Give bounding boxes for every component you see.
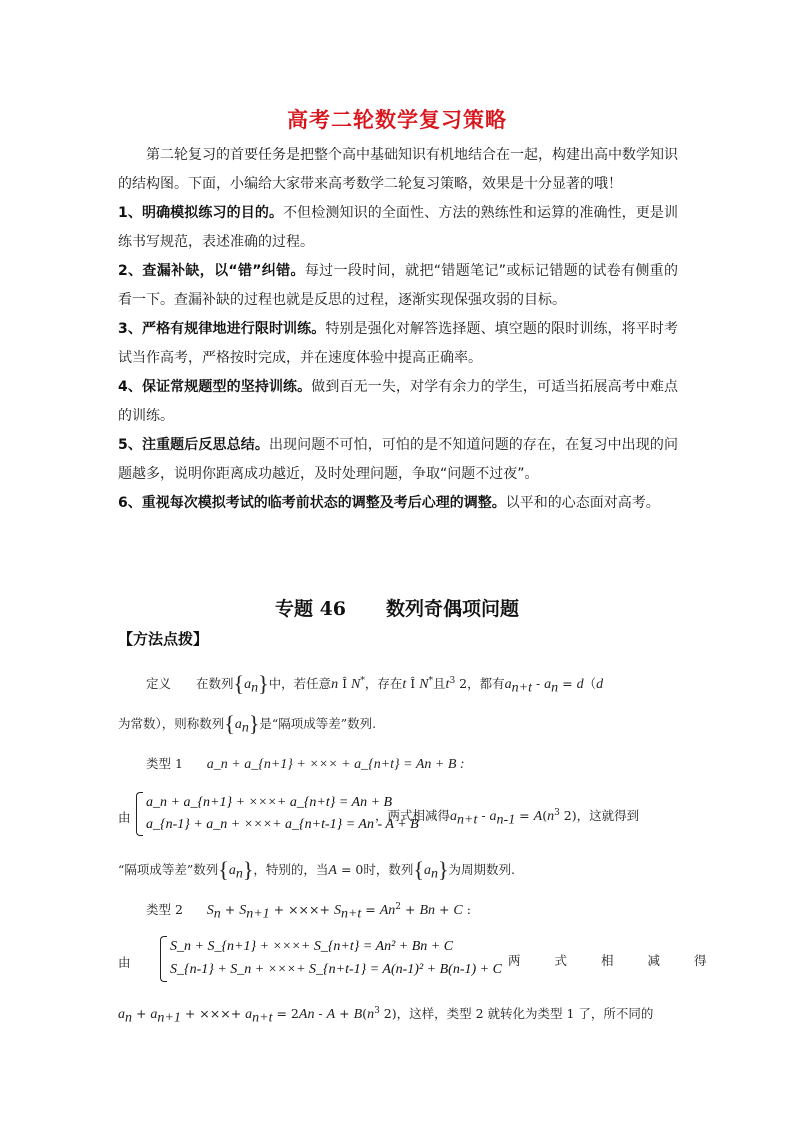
special-case-c: 时，数列 [363, 862, 414, 877]
type1-label: 类型 1 [146, 756, 183, 771]
type1-line [146, 754, 706, 773]
strategy-item-4 [118, 373, 678, 431]
topic-title [0, 594, 794, 621]
system2-line-1: S_n + S_{n+1} + ×××+ S_{n+t} = An² + Bn + C [170, 939, 454, 954]
system2-brace [160, 936, 167, 982]
system1-after-b: ，这就得到 [576, 808, 640, 823]
system2-you: 由 [118, 955, 131, 970]
topic-name: 数列奇偶项问题 [386, 598, 520, 620]
strategy-item-5-head: 5、注重题后反思总结。 [118, 437, 269, 453]
strategy-item-3-head: 3、严格有规律地进行限时训练。 [118, 321, 326, 337]
strategy-item-2-head: 2、查漏补缺，以“错”纠错。 [118, 263, 305, 279]
special-case-d: 为周期数列. [448, 862, 515, 877]
definition-text-b: 中，若任意 [268, 676, 332, 691]
type2-label: 类型 2 [146, 902, 183, 917]
topic-number: 专题 46 [274, 598, 347, 620]
system2-line-2: S_{n-1} + S_n + ×××+ S_{n+t-1} = A(n-1)² + B(n-1) + C [170, 962, 502, 977]
strategy-item-6 [118, 489, 678, 518]
strategy-item-6-text: 以平和的心态面对高考。 [505, 495, 660, 511]
definition-text-g: 为常数），则称数列 [118, 716, 225, 731]
strategy-item-2-text: 每过一段时间，就把“错题笔记”或标记错题的试卷有侧重的看一下。查漏补缺的过程也就是反思的过程，逐渐实现保强攻弱的目标。 [118, 263, 678, 308]
strategy-item-1-text: 不但检测知识的全面性、方法的熟练性和运算的准确性，更是训练书写规范，表述准确的过程。 [118, 205, 679, 250]
strategy-item-3 [118, 315, 678, 373]
definition-text-d: 且 [433, 676, 446, 691]
special-case-b: ，特别的，当 [253, 862, 329, 877]
type2-line: 类型 2 $S_n + S_{n+1}$ + ×××+ $S_{n+t} = An^2 + Bn + C$ : [146, 901, 471, 922]
special-case-a: “隔项成等差”数列 [118, 862, 219, 877]
definition-text-e: ，都有 [467, 676, 505, 691]
conclusion-line: $a_n + a_{n+1}$ + ×××+ $a_{n+t} = 2An - A + B(n^3$ 2)，这样，类型 2 就转化为类型 1 了，所不同的 [118, 1005, 654, 1026]
system1-line-1: a_n + a_{n+1} + ×××+ a_{n+t} = An + B [146, 795, 393, 810]
strategy-item-5 [118, 431, 678, 489]
definition-text-a: 定义 在数列 [146, 676, 234, 691]
method-heading: 【方法点拨】 [118, 630, 209, 648]
strategy-item-1-head: 1、明确模拟练习的目的。 [118, 205, 284, 221]
definition-line-2: 为常数），则称数列$\{a_n\}$是“隔项成等差”数列. [118, 711, 377, 736]
system1-after: ，两式相减得$a_{n+t} - a_{n-1} = A(n^3$ 2)，这就得到 [375, 807, 640, 828]
page-title: 高考二轮数学复习策略 [287, 108, 507, 132]
system1-line-2: a_{n-1} + a_n + ×××+ a_{n+t-1} = An - A + B [146, 817, 419, 832]
strategy-item-2 [118, 257, 678, 315]
intro-paragraph: 第二轮复习的首要任务是把整个高中基础知识有机地结合在一起，构建出高中数学知识的结构图。下面，小编给大家带来高考数学二轮复习策略，效果是十分显著的哦！ [118, 147, 678, 192]
system1-after-a: ，两式相减得 [375, 808, 451, 823]
definition-text-h: 是“隔项成等差”数列. [259, 716, 377, 731]
conclusion-text: ，这样，类型 2 就转化为类型 1 了，所不同的 [396, 1006, 654, 1021]
strategy-item-5-text: 出现问题不可怕，可怕的是不知道问题的存在，在复习中出现的问题越多，说明你距离成功越近，及时处理问题，争取“问题不过夜”。 [118, 437, 679, 482]
special-case-line: “隔项成等差”数列$\{a_n\}$，特别的，当A = 0时，数列$\{a_n\}$为周期数列. [118, 857, 515, 882]
definition-text-c: ，存在 [364, 676, 403, 691]
system1-brace [136, 792, 143, 836]
strategy-item-1 [118, 199, 678, 257]
system2-after: 两式相减得 [508, 953, 741, 968]
strategy-item-3-text: 特别是强化对解答选择题、填空题的限时训练，将平时考试当作高考，严格按时完成，并在速度体验中提高正确率。 [118, 321, 678, 366]
definition-text-f: （ [583, 676, 597, 691]
type1-expression: a_n + a_{n+1} + ××× + a_{n+t} = An + B : [206, 757, 465, 772]
strategy-item-6-head: 6、重视每次模拟考试的临考前状态的调整及考后心理的调整。 [118, 495, 506, 511]
definition-line-1: 定义 在数列$\{a_n\}$中，若任意n Î N*，存在t Î N*且$t^3$ 2，都有$a_{n+t} - a_n = d(d$ [146, 671, 604, 696]
strategy-item-4-head: 4、保证常规题型的坚持训练。 [118, 379, 312, 395]
strategy-item-4-text: 做到百无一失，对学有余力的学生，可适当拓展高考中难点的训练。 [118, 379, 679, 424]
system1-you: 由 [118, 810, 131, 825]
